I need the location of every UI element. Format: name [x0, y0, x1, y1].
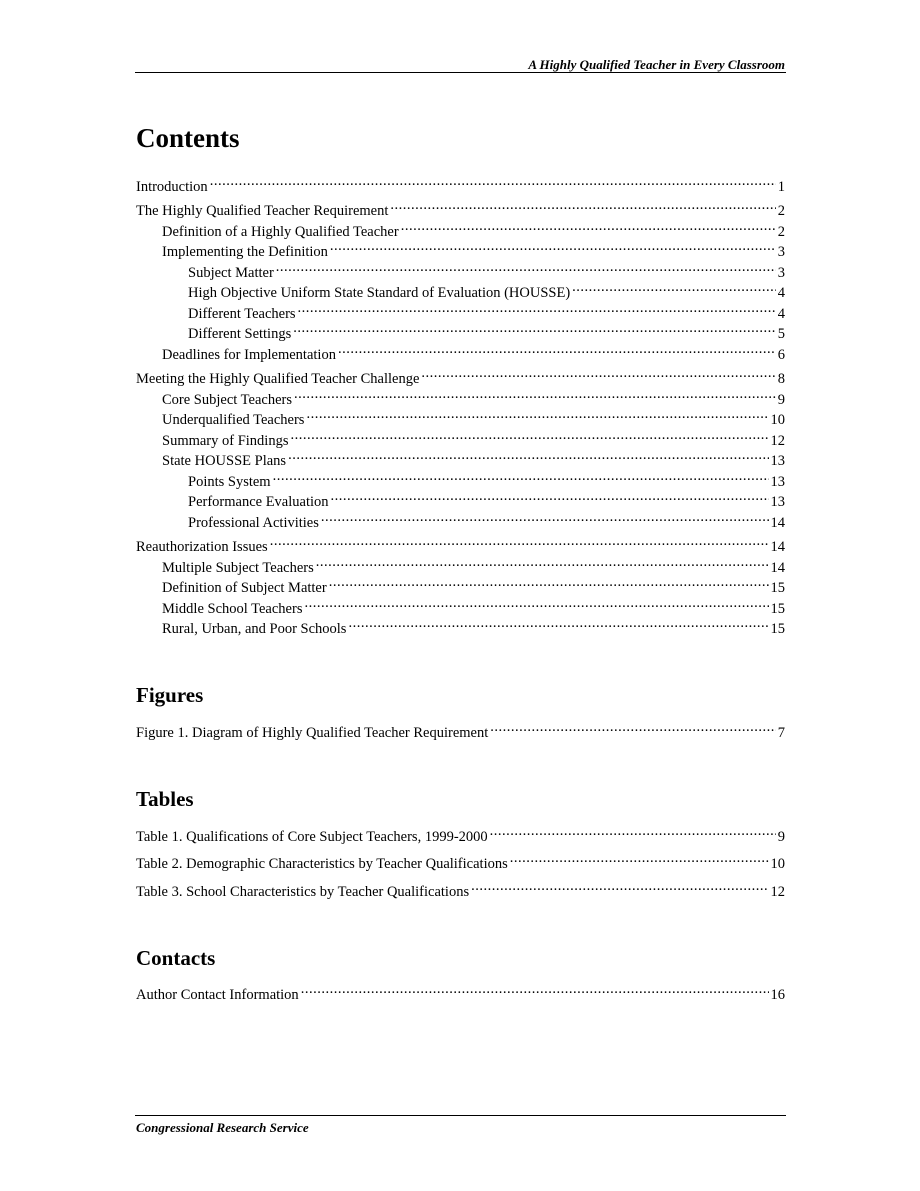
- toc-entry[interactable]: [136, 537, 785, 558]
- toc-entry[interactable]: [136, 619, 785, 640]
- toc-entry-label: Author Contact Information: [136, 987, 299, 1004]
- dot-leader: [304, 598, 768, 613]
- contents-heading: Contents: [136, 123, 240, 153]
- toc-entry-page-number: 2: [777, 203, 785, 220]
- toc-entry-page-number: 14: [770, 514, 785, 531]
- contents-list: [136, 176, 785, 639]
- dot-leader: [316, 557, 769, 572]
- toc-entry-label: The Highly Qualified Teacher Requirement: [136, 203, 389, 220]
- toc-entry[interactable]: [136, 471, 785, 492]
- toc-entry-page-number: 4: [777, 285, 785, 302]
- running-footer: Congressional Research Service: [136, 1120, 309, 1135]
- toc-entry[interactable]: [136, 344, 785, 365]
- toc-entry[interactable]: [136, 598, 785, 619]
- dot-leader: [273, 471, 769, 486]
- toc-entry-page-number: 12: [770, 432, 785, 449]
- toc-entry[interactable]: [136, 262, 785, 283]
- toc-entry[interactable]: [136, 723, 785, 744]
- toc-entry[interactable]: [136, 201, 785, 222]
- dot-leader: [421, 369, 775, 384]
- toc-entry[interactable]: [136, 512, 785, 533]
- figures-list: [136, 723, 785, 744]
- toc-entry-label: Professional Activities: [188, 514, 319, 531]
- toc-entry[interactable]: [136, 242, 785, 263]
- toc-entry-page-number: 7: [777, 725, 785, 742]
- toc-entry-label: Definition of Subject Matter: [162, 580, 327, 597]
- toc-entry-page-number: 15: [770, 621, 785, 638]
- dot-leader: [490, 723, 776, 738]
- toc-entry-label: Definition of a Highly Qualified Teacher: [162, 223, 399, 240]
- dot-leader: [294, 389, 776, 404]
- dot-leader: [490, 826, 776, 841]
- dot-leader: [321, 512, 769, 527]
- dot-leader: [288, 451, 768, 466]
- dot-leader: [329, 578, 769, 593]
- contacts-section: [136, 946, 785, 1006]
- figures-section: [136, 683, 785, 743]
- toc-entry-label: State HOUSSE Plans: [162, 453, 287, 470]
- header-rule: [135, 72, 786, 73]
- toc-entry-label: Introduction: [136, 178, 208, 195]
- toc-entry-page-number: 12: [770, 883, 785, 900]
- toc-entry-page-number: 13: [770, 453, 785, 470]
- toc-entry-page-number: 15: [770, 600, 785, 617]
- toc-entry[interactable]: [136, 451, 785, 472]
- toc-entry-page-number: 10: [770, 856, 785, 873]
- dot-leader: [401, 221, 776, 236]
- figures-heading: Figures: [136, 683, 204, 708]
- toc-entry-label: Deadlines for Implementation: [162, 346, 336, 363]
- toc-entry-page-number: 9: [777, 828, 785, 845]
- table-of-contents: [136, 122, 785, 1005]
- dot-leader: [390, 201, 775, 216]
- toc-entry-label: Table 1. Qualifications of Core Subject Teachers, 1999-2000: [136, 828, 488, 845]
- dot-leader: [338, 344, 776, 359]
- toc-entry-label: Middle School Teachers: [162, 600, 303, 617]
- tables-heading: Tables: [136, 787, 194, 812]
- dot-leader: [276, 262, 776, 277]
- toc-entry-label: Implementing the Definition: [162, 244, 328, 261]
- toc-entry-label: Subject Matter: [188, 264, 274, 281]
- toc-entry-page-number: 13: [770, 494, 785, 511]
- toc-entry-label: Core Subject Teachers: [162, 391, 292, 408]
- toc-entry[interactable]: [136, 303, 785, 324]
- dot-leader: [330, 242, 776, 257]
- toc-entry-label: Meeting the Highly Qualified Teacher Challenge: [136, 371, 420, 388]
- toc-entry-label: Points System: [188, 473, 271, 490]
- dot-leader: [572, 283, 776, 298]
- toc-entry-page-number: 1: [777, 178, 785, 195]
- toc-entry-page-number: 14: [770, 559, 785, 576]
- toc-entry-page-number: 8: [777, 371, 785, 388]
- toc-entry-page-number: 3: [777, 244, 785, 261]
- dot-leader: [348, 619, 768, 634]
- dot-leader: [298, 303, 776, 318]
- toc-entry[interactable]: [136, 881, 785, 902]
- dot-leader: [510, 854, 769, 869]
- toc-entry-page-number: 2: [777, 223, 785, 240]
- toc-entry-label: Reauthorization Issues: [136, 539, 268, 556]
- toc-entry[interactable]: [136, 283, 785, 304]
- toc-entry-label: Table 2. Demographic Characteristics by Teacher Qualifications: [136, 856, 508, 873]
- toc-entry[interactable]: [136, 578, 785, 599]
- toc-entry-page-number: 6: [777, 346, 785, 363]
- toc-entry[interactable]: [136, 410, 785, 431]
- toc-entry[interactable]: [136, 854, 785, 875]
- toc-entry-label: Different Settings: [188, 326, 292, 343]
- toc-entry-page-number: 16: [770, 987, 785, 1004]
- toc-entry[interactable]: [136, 176, 785, 197]
- toc-entry[interactable]: [136, 221, 785, 242]
- footer-rule: [135, 1115, 786, 1116]
- toc-entry-page-number: 14: [770, 539, 785, 556]
- toc-entry-label: Figure 1. Diagram of Highly Qualified Teacher Requirement: [136, 725, 489, 742]
- running-header: A Highly Qualified Teacher in Every Classroom: [528, 57, 785, 72]
- dot-leader: [331, 492, 769, 507]
- toc-entry[interactable]: [136, 557, 785, 578]
- toc-entry-page-number: 13: [770, 473, 785, 490]
- toc-entry-page-number: 5: [777, 326, 785, 343]
- contacts-heading: Contacts: [136, 945, 216, 970]
- toc-entry[interactable]: [136, 389, 785, 410]
- dot-leader: [290, 430, 768, 445]
- dot-leader: [471, 881, 768, 896]
- dot-leader: [306, 410, 768, 425]
- dot-leader: [301, 985, 769, 1000]
- toc-entry-label: Performance Evaluation: [188, 494, 329, 511]
- toc-entry[interactable]: [136, 369, 785, 390]
- tables-section: [136, 787, 785, 902]
- toc-entry-page-number: 10: [770, 412, 785, 429]
- toc-entry-page-number: 3: [777, 264, 785, 281]
- toc-entry-page-number: 4: [777, 305, 785, 322]
- dot-leader: [293, 324, 776, 339]
- toc-entry-label: High Objective Uniform State Standard of Evaluation (HOUSSE): [188, 285, 571, 302]
- toc-entry[interactable]: [136, 430, 785, 451]
- contacts-list: [136, 985, 785, 1006]
- toc-entry-label: Rural, Urban, and Poor Schools: [162, 621, 347, 638]
- toc-entry-label: Multiple Subject Teachers: [162, 559, 314, 576]
- toc-entry-label: Summary of Findings: [162, 432, 289, 449]
- tables-list: [136, 826, 785, 902]
- toc-entry[interactable]: [136, 826, 785, 847]
- toc-entry[interactable]: [136, 324, 785, 345]
- dot-leader: [270, 537, 769, 552]
- toc-entry-label: Different Teachers: [188, 305, 296, 322]
- toc-entry-page-number: 9: [777, 391, 785, 408]
- toc-entry-label: Underqualified Teachers: [162, 412, 305, 429]
- toc-entry[interactable]: [136, 492, 785, 513]
- toc-entry-page-number: 15: [770, 580, 785, 597]
- toc-entry-label: Table 3. School Characteristics by Teacher Qualifications: [136, 883, 470, 900]
- toc-entry[interactable]: [136, 985, 785, 1006]
- dot-leader: [210, 176, 776, 191]
